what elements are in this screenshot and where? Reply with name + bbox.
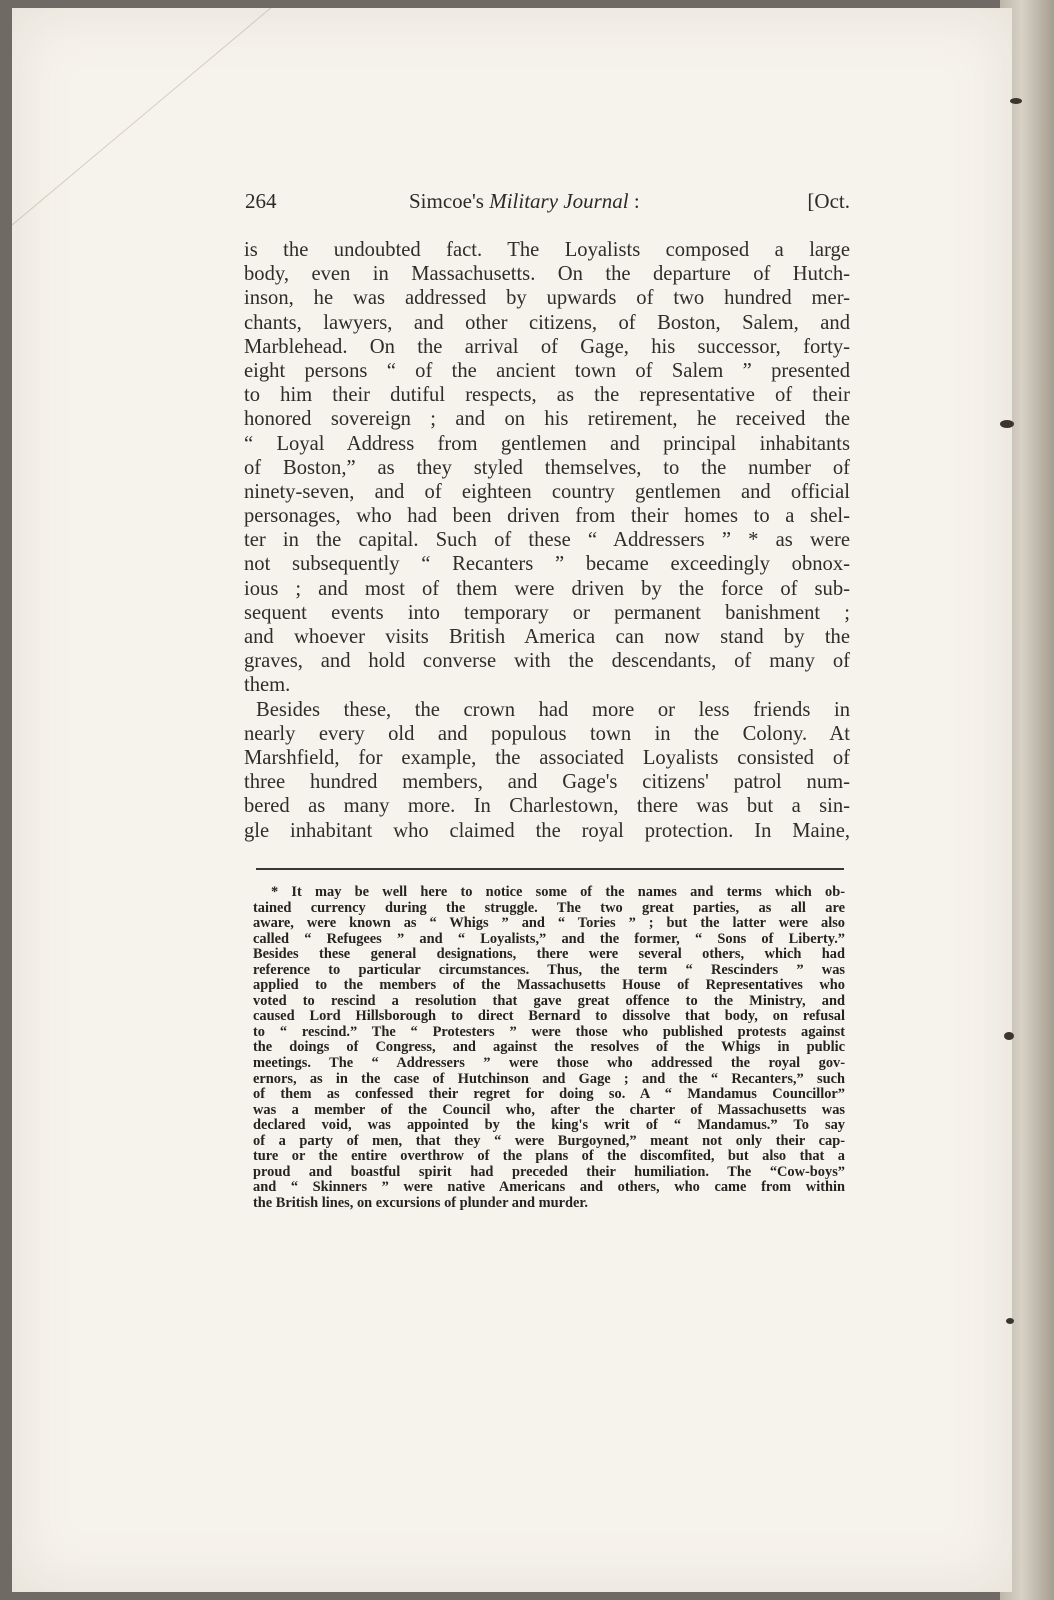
text-line: ter in the capital. Such of these “ Addressers ” * as were <box>244 529 850 552</box>
footnote-line: * It may be well here to notice some of the names and terms which ob- <box>271 884 845 900</box>
main-text <box>244 238 850 843</box>
page-crease <box>12 8 402 259</box>
text-line: bered as many more. In Charlestown, there was but a sin- <box>244 795 850 818</box>
footnote-line: tained currency during the struggle. The two great parties, as all are <box>253 899 845 916</box>
text-line: and whoever visits British America can now stand by the <box>244 626 850 648</box>
text-line: body, even in Massachusetts. On the departure of Hutch- <box>244 263 850 286</box>
text-line: gle inhabitant who claimed the royal protection. In Maine, <box>244 819 850 842</box>
running-title-italic: Military Journal <box>489 189 629 213</box>
footnote <box>253 885 845 1211</box>
text-line: graves, and hold converse with the descendants, of many of <box>244 650 850 673</box>
footnote-line: the British lines, on excursions of plunder and murder. <box>253 1194 589 1211</box>
footnote-line: and “ Skinners ” were native Americans and others, who came from within <box>253 1179 845 1196</box>
footnote-line: called “ Refugees ” and “ Loyalists,” and the former, “ Sons of Liberty.” <box>253 930 845 947</box>
footnote-line: Besides these general designations, there were several others, which had <box>253 946 845 963</box>
text-line: “ Loyal Address from gentlemen and principal inhabitants <box>244 432 850 455</box>
page-number: 264 <box>245 189 277 213</box>
footnote-line: of a party of men, that they “ were Burgoyned,” meant not only their cap- <box>253 1132 845 1149</box>
text-line: eight persons “ of the ancient town of Salem ” presented <box>244 359 850 382</box>
text-line: inson, he was addressed by upwards of two hundred mer- <box>244 287 850 310</box>
text-line: chants, lawyers, and other citizens, of Boston, Salem, and <box>244 311 850 334</box>
footnote-line: to “ rescind.” The “ Protesters ” were those who published protests against <box>253 1023 845 1040</box>
footnote-line: caused Lord Hillsborough to direct Bernard to dissolve that body, on refusal <box>253 1008 845 1025</box>
footnote-line: declared void, was appointed by the king's writ of “ Mandamus.” To say <box>253 1117 845 1134</box>
text-line: of Boston,” as they styled themselves, to the number of <box>244 456 850 479</box>
running-header <box>245 189 850 221</box>
text-line: nearly every old and populous town in the Colony. At <box>244 722 850 745</box>
text-line: ninety-seven, and of eighteen country gentlemen and official <box>244 480 850 503</box>
footnote-line: of them as confessed their regret for doing so. A “ Mandamus Councillor” <box>253 1086 845 1103</box>
footnote-line: reference to particular circumstances. Thus, the term “ Rescinders ” was <box>253 961 845 978</box>
footnote-line: meetings. The “ Addressers ” were those who addressed the royal gov- <box>253 1055 845 1072</box>
paper-speck <box>1010 98 1022 104</box>
text-line: Marshfield, for example, the associated Loyalists consisted of <box>244 746 850 769</box>
text-line: is the undoubted fact. The Loyalists composed a large <box>244 239 850 261</box>
text-line: Marblehead. On the arrival of Gage, his successor, forty- <box>244 335 850 358</box>
text-line: Besides these, the crown had more or less friends in <box>256 698 850 721</box>
footnote-line: the doings of Congress, and against the resolves of the Whigs in public <box>253 1039 845 1056</box>
running-title-colon: : <box>628 189 640 213</box>
footnote-rule <box>256 868 844 870</box>
footnote-line: ernors, as in the case of Hutchinson and Gage ; and the “ Recanters,” such <box>253 1070 845 1087</box>
footnote-line: proud and boastful spirit had preceded their humiliation. The “Cow-boys” <box>253 1163 845 1180</box>
footnote-line: applied to the members of the Massachusetts House of Representatives who <box>253 977 845 994</box>
paper-speck <box>1000 420 1014 428</box>
text-line: personages, who had been driven from their homes to a shel- <box>244 505 850 528</box>
paper-speck <box>1006 1318 1014 1324</box>
running-month: [Oct. <box>807 189 850 213</box>
text-line: honored sovereign ; and on his retirement, he received the <box>244 408 850 431</box>
text-line: not subsequently “ Recanters ” became exceedingly obnox- <box>244 553 850 576</box>
text-line: them. <box>244 674 291 697</box>
footnote-line: was a member of the Council who, after the charter of Massachusetts was <box>253 1101 845 1118</box>
footnote-line: ture or the entire overthrow of the plans of the discomfited, but also that a <box>253 1148 845 1165</box>
text-line: sequent events into temporary or permanent banishment ; <box>244 601 850 624</box>
footnote-line: aware, were known as “ Whigs ” and “ Tories ” ; but the latter were also <box>253 915 845 932</box>
paper-speck <box>1004 1032 1014 1040</box>
footnote-line: voted to rescind a resolution that gave great offence to the Ministry, and <box>253 992 845 1009</box>
text-line: ious ; and most of them were driven by the force of sub- <box>244 577 850 600</box>
running-title-plain: Simcoe's <box>409 189 484 213</box>
book-page <box>12 8 1012 1592</box>
running-title <box>409 189 640 214</box>
text-line: three hundred members, and Gage's citizens' patrol num- <box>244 771 850 794</box>
text-line: to him their dutiful respects, as the representative of their <box>244 384 850 407</box>
